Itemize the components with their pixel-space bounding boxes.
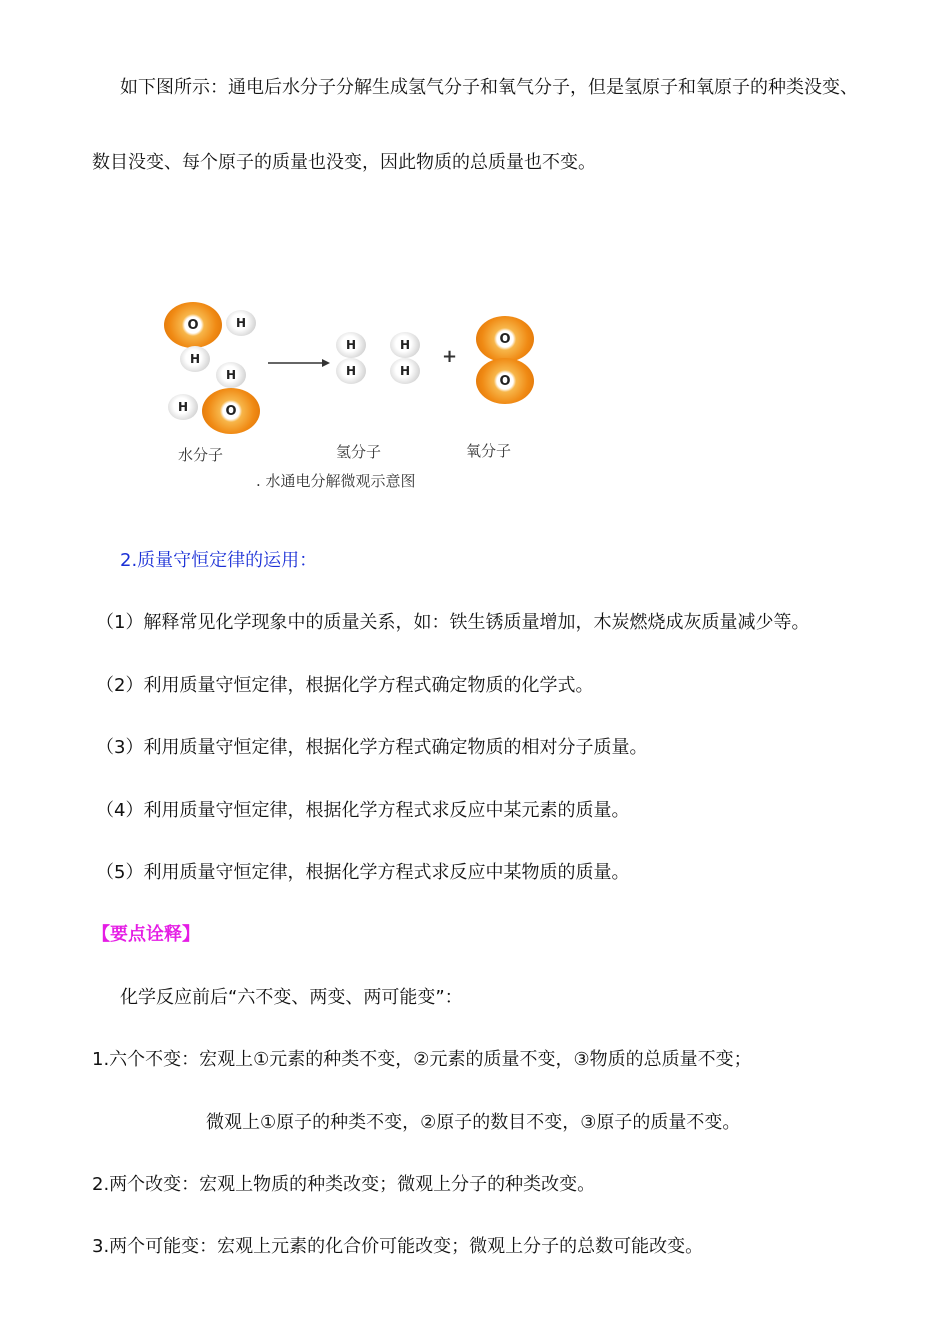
keypoints-intro: 化学反应前后“六不变、两变、两可能变”：: [120, 987, 463, 1008]
water-hydrogen-atom-2: H: [180, 346, 210, 372]
reaction-arrow-icon: [268, 356, 330, 370]
plus-sign: +: [442, 346, 458, 367]
water-hydrogen-atom-3: H: [216, 362, 246, 388]
hydrogen-molecule-2-atom-bottom: H: [390, 358, 420, 384]
hydrogen-molecule-2-atom-top: H: [390, 332, 420, 358]
section-2-item-4: （4）利用质量守恒定律，根据化学方程式求反应中某元素的质量。: [96, 800, 630, 821]
water-hydrogen-atom-4: H: [168, 394, 198, 420]
section-2-item-3: （3）利用质量守恒定律，根据化学方程式确定物质的相对分子质量。: [96, 737, 648, 758]
keypoints-line-2: 2.两个改变：宏观上物质的种类改变；微观上分子的种类改变。: [92, 1174, 596, 1195]
oxygen-molecule-atom-top: O: [476, 316, 534, 362]
hydrogen-molecule-1-atom-bottom: H: [336, 358, 366, 384]
label-hydrogen-molecule: 氢分子: [336, 443, 382, 461]
electrolysis-diagram: [160, 298, 560, 498]
label-oxygen-molecule: 氧分子: [466, 442, 512, 460]
keypoints-line-1: 1.六个不变：宏观上①元素的种类不变，②元素的质量不变，③物质的总质量不变；: [92, 1049, 752, 1070]
figure-caption: . 水通电分解微观示意图: [256, 472, 416, 490]
section-2-heading: 2.质量守恒定律的运用：: [120, 550, 318, 571]
section-2-item-2: （2）利用质量守恒定律，根据化学方程式确定物质的化学式。: [96, 675, 594, 696]
keypoints-line-3: 3.两个可能变：宏观上元素的化合价可能改变；微观上分子的总数可能改变。: [92, 1236, 704, 1257]
section-2-item-1: （1）解释常见化学现象中的质量关系，如：铁生锈质量增加，木炭燃烧成灰质量减少等。: [96, 612, 810, 633]
hydrogen-molecule-1-atom-top: H: [336, 332, 366, 358]
intro-line-2: 数目没变、每个原子的质量也没变，因此物质的总质量也不变。: [92, 152, 596, 173]
section-2-item-5: （5）利用质量守恒定律，根据化学方程式求反应中某物质的质量。: [96, 862, 630, 883]
label-water-molecule: 水分子: [178, 446, 224, 464]
keypoints-line-1b: 微观上①原子的种类不变，②原子的数目不变，③原子的质量不变。: [206, 1112, 741, 1133]
water-hydrogen-atom-1: H: [226, 310, 256, 336]
oxygen-molecule-atom-bottom: O: [476, 358, 534, 404]
water-oxygen-atom-2: O: [202, 388, 260, 434]
water-oxygen-atom-1: O: [164, 302, 222, 348]
intro-line-1: 如下图所示：通电后水分子分解生成氢气分子和氧气分子，但是氢原子和氧原子的种类没变、: [120, 77, 858, 98]
keypoints-heading: 【要点诠释】: [92, 924, 200, 945]
